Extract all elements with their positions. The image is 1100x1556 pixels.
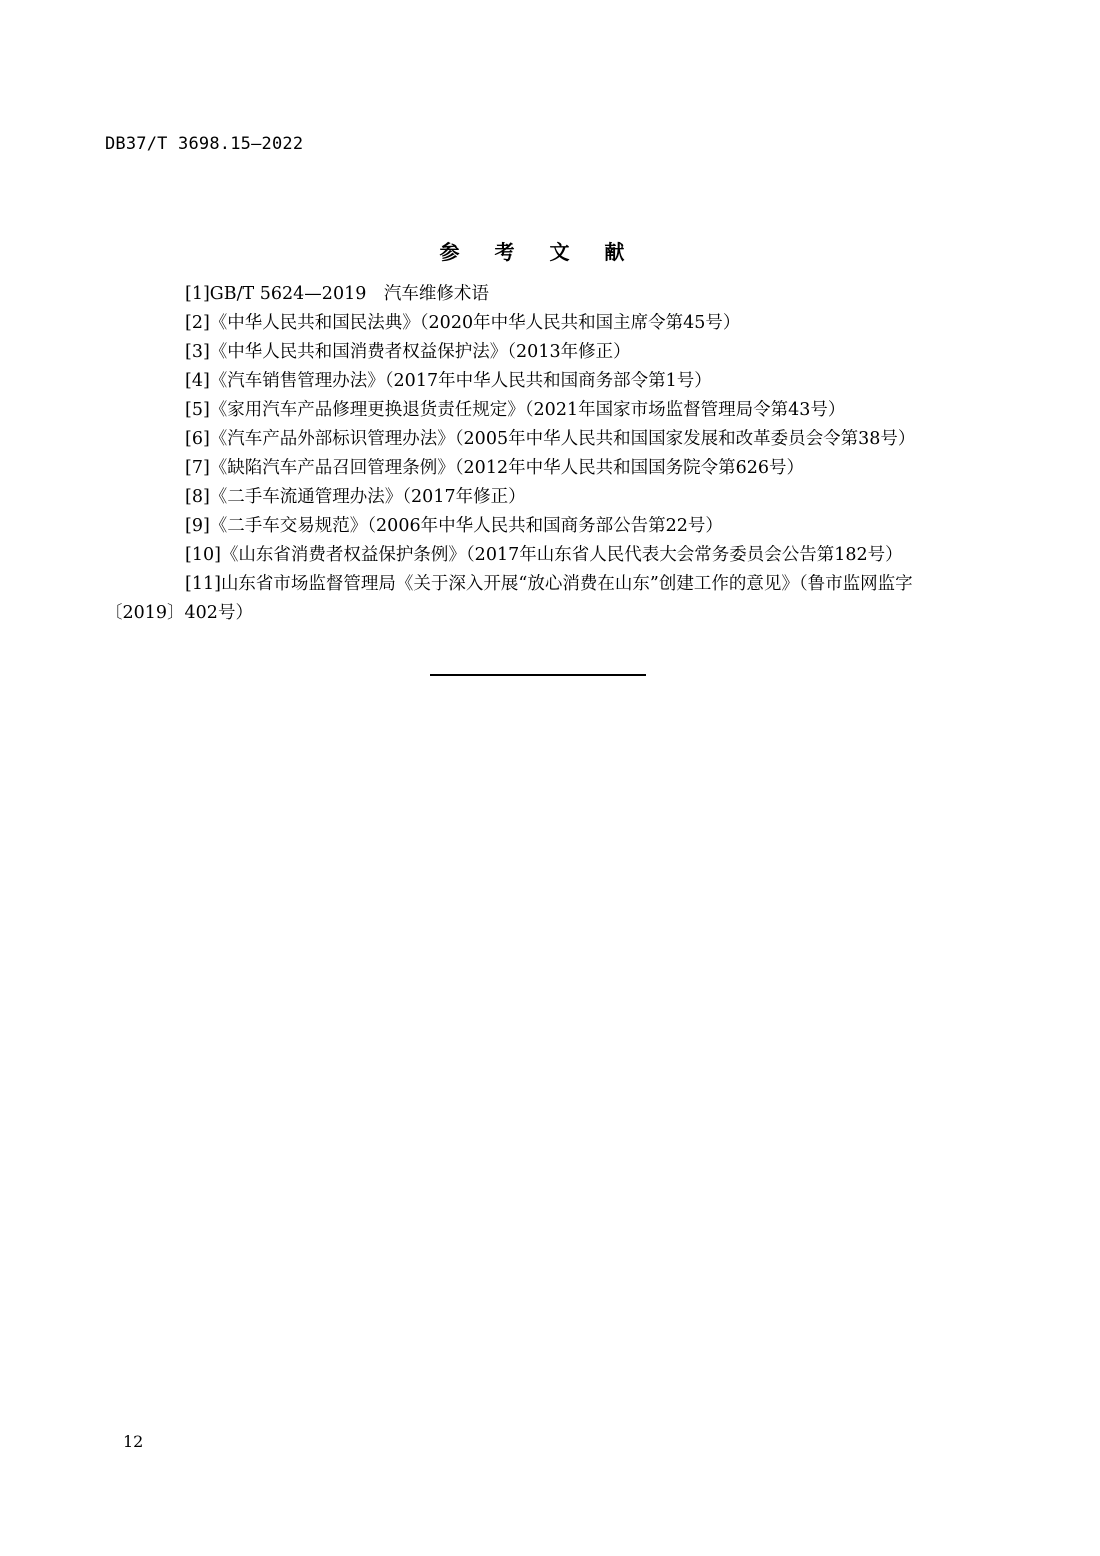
reference-text: 《汽车销售管理办法》（2017年中华人民共和国商务部令第1号）	[209, 371, 712, 391]
section-title: 参 考 文 献	[439, 240, 639, 264]
reference-item	[105, 396, 975, 425]
reference-number: [3]	[185, 342, 210, 362]
reference-number: [5]	[185, 400, 210, 420]
reference-number: [4]	[185, 371, 210, 391]
reference-item	[105, 425, 975, 454]
standard-code: DB37/T 3698.15—2022	[105, 134, 304, 154]
reference-text: 《二手车交易规范》（2006年中华人民共和国商务部公告第22号）	[209, 516, 723, 536]
reference-text: 《家用汽车产品修理更换退货责任规定》（2021年国家市场监督管理局令第43号）	[209, 400, 846, 420]
reference-list	[105, 280, 975, 628]
reference-text: 《缺陷汽车产品召回管理条例》（2012年中华人民共和国国务院令第626号）	[209, 458, 804, 478]
reference-number: [11]	[185, 574, 221, 594]
reference-item	[105, 512, 975, 541]
page-number: 12	[123, 1432, 144, 1451]
reference-text: GB/T 5624—2019 汽车维修术语	[209, 284, 489, 304]
reference-item	[105, 483, 975, 512]
reference-text: 《中华人民共和国民法典》（2020年中华人民共和国主席令第45号）	[209, 313, 741, 333]
reference-number: [8]	[185, 487, 210, 507]
reference-number: [9]	[185, 516, 210, 536]
reference-item	[105, 280, 975, 309]
reference-number: [2]	[185, 313, 210, 333]
reference-number: [7]	[185, 458, 210, 478]
reference-text: 《二手车流通管理办法》（2017年修正）	[209, 487, 526, 507]
reference-item	[105, 454, 975, 483]
reference-number: [6]	[185, 429, 210, 449]
reference-item	[105, 338, 975, 367]
reference-text: 《山东省消费者权益保护条例》（2017年山东省人民代表大会常务委员会公告第182号）	[220, 545, 903, 565]
reference-number: [10]	[185, 545, 221, 565]
reference-text: 《汽车产品外部标识管理办法》（2005年中华人民共和国国家发展和改革委员会令第38号）	[209, 429, 916, 449]
reference-item	[105, 309, 975, 338]
reference-text: 山东省市场监督管理局《关于深入开展“放心消费在山东”创建工作的意见》（鲁市监网监字〔2019〕402号）	[105, 574, 913, 623]
reference-number: [1]	[185, 284, 210, 304]
reference-item	[105, 541, 975, 570]
end-rule	[430, 674, 646, 676]
reference-item	[105, 570, 977, 628]
reference-item	[105, 367, 975, 396]
reference-text: 《中华人民共和国消费者权益保护法》（2013年修正）	[209, 342, 631, 362]
